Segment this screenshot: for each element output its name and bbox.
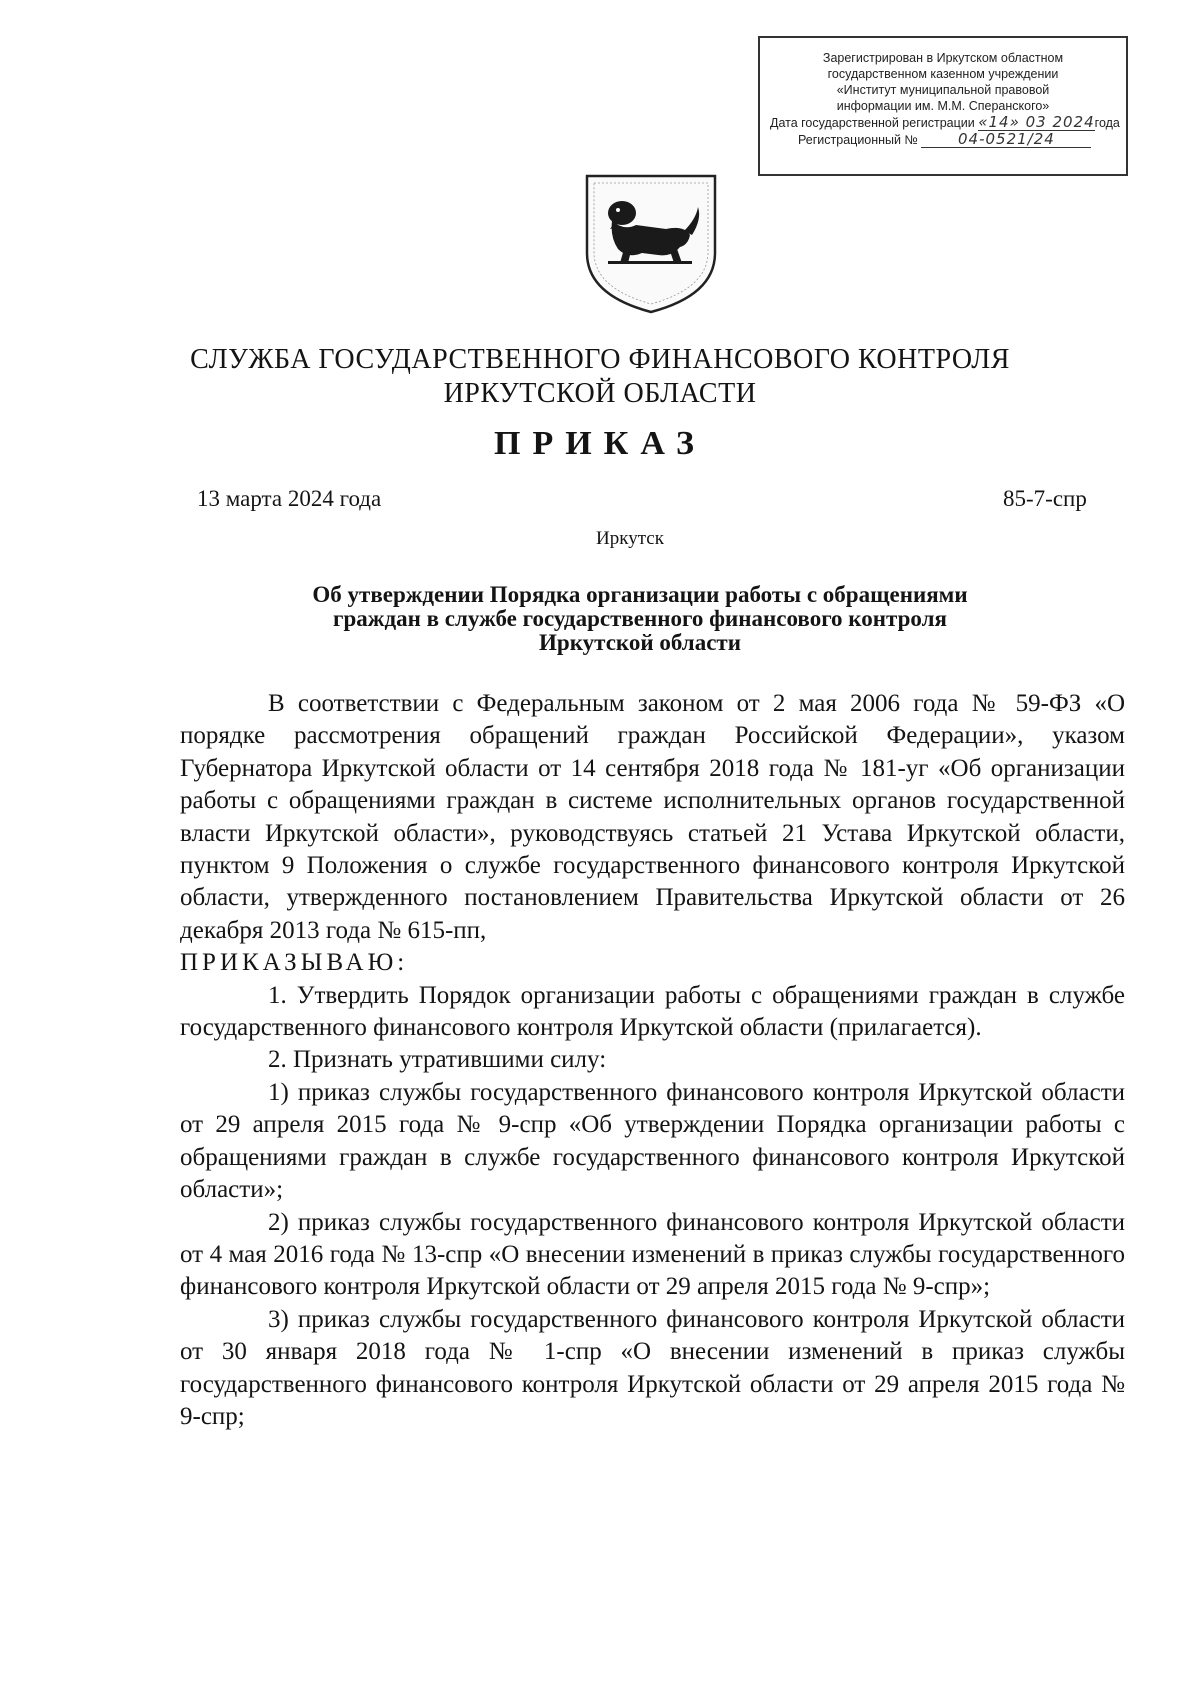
stamp-reg-label: Регистрационный № [798,133,918,147]
subitem-1-paragraph: 1) приказ службы государственного финансового контроля Иркутской области от 29 апреля 2015 года № 9-спр «Об утверждении Порядка организации работы с обращениями граждан в службе государственного финансового контроля Иркутской области»; [180,1078,1125,1204]
document-title [200,583,1080,655]
title-line-1: Об утверждении Порядка организации работы с обращениями [312,582,968,607]
stamp-line: государственном казенном учреждении [827,67,1059,81]
item-2-paragraph: 2. Признать утратившими силу: [268,1046,607,1074]
irkutsk-coat-of-arms-icon [584,173,718,315]
stamp-date-row [760,114,1126,131]
stamp-date-value: «14» 03 2024 [978,113,1095,131]
stamp-reg-row [760,131,1126,148]
organization-name [0,343,1200,411]
subitem-3-paragraph: 3) приказ службы государственного финансового контроля Иркутской области от 30 января 2018 года № 1-спр «О внесении изменений в приказ службы государственного финансового контроля Иркутской области от 29 апреля 2015 года № 9-спр; [180,1305,1125,1430]
order-directive: ПРИКАЗЫВАЮ: [180,949,409,977]
stamp-line: информации им. М.М. Сперанского» [836,99,1050,113]
preamble-paragraph: В соответствии с Федеральным законом от 2 мая 2006 года № 59-ФЗ «О порядке рассмотрения обращений граждан Российской Федерации», указом Губернатора Иркутской области от 14 сентября 2018 года № 181-уг «Об организации работы с обращениями граждан в системе исполнительных органов государственной власти Иркутской области», руководствуясь статьей 21 Устава Иркутской области, пунктом 9 Положения о службе государственного финансового контроля Иркутской области, утвержденного постановлением Правительства Иркутской области от 26 декабря 2013 года № 615-пп, [180,690,1125,944]
stamp-reg-value: 04-0521/24 [921,131,1091,148]
title-line-3: Иркутской области [539,630,741,655]
stamp-date-suffix: года [1094,116,1120,130]
document-number: 85-7-спр [1003,486,1087,511]
stamp-line: «Институт муниципальной правовой [836,83,1050,97]
item-1-paragraph: 1. Утвердить Порядок организации работы с обращениями граждан в службе государственного финансового контроля Иркутской области (прилагается). [180,981,1125,1042]
organization-line-2: ИРКУТСКОЙ ОБЛАСТИ [443,378,757,409]
document-body [180,688,1125,1433]
title-line-2: граждан в службе государственного финансового контроля [333,606,947,631]
stamp-date-label: Дата государственной регистрации [770,116,975,130]
stamp-line: Зарегистрирован в Иркутском областном [822,51,1064,65]
organization-line-1: СЛУЖБА ГОСУДАРСТВЕННОГО ФИНАНСОВОГО КОНТРОЛЯ [190,344,1010,375]
document-date: 13 марта 2024 года [197,486,382,511]
document-city: Иркутск [596,528,664,549]
registration-stamp [758,36,1128,176]
document-type: ПРИКАЗ [494,425,706,462]
subitem-2-paragraph: 2) приказ службы государственного финансового контроля Иркутской области от 4 мая 2016 года № 13-спр «О внесении изменений в приказ службы государственного финансового контроля Иркутской области от 29 апреля 2015 года № 9-спр»; [180,1208,1125,1301]
